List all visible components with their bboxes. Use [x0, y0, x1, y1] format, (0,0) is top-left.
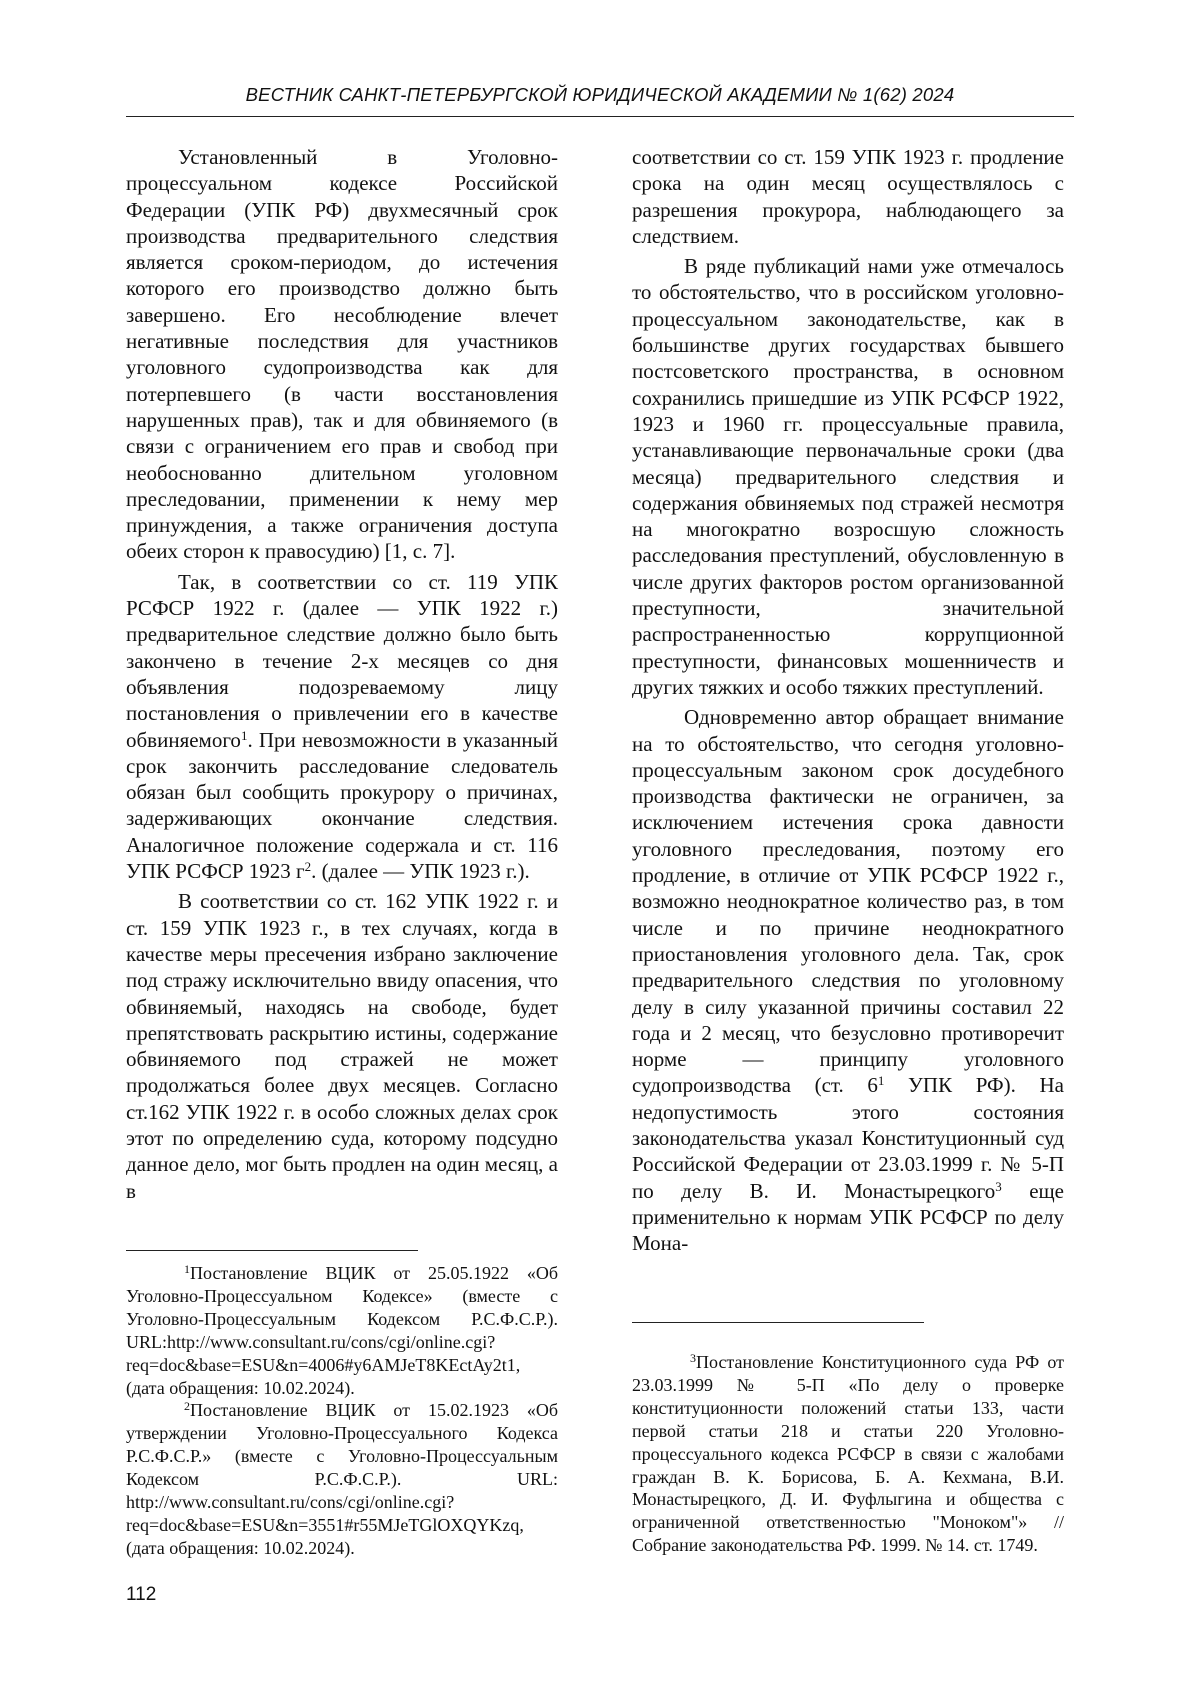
footnote-number: 3 [690, 1351, 696, 1365]
footnote-ref: 1 [877, 1073, 885, 1089]
footnote [126, 1399, 558, 1559]
paragraph: В соответствии со ст. 162 УПК 1922 г. и ст. 159 УПК 1923 г., в тех случаях, когда в качестве меры пресечения избрано заключение под стражу исключительно ввиду опасения, что обвиняемый, находясь на свободе, будет препятствовать раскрытию истины, содержание обвиняемого под стражей не может продолжаться более двух месяцев. Согласно ст.162 УПК 1922 г. в особо сложных делах срок этот по определению суда, которому подсудно данное дело, мог быть продлен на один месяц, а в [126, 889, 558, 1203]
running-header: ВЕСТНИК САНКТ-ПЕТЕРБУРГСКОЙ ЮРИДИЧЕСКОЙ АКАДЕМИИ № 1(62) 2024 [126, 84, 1074, 117]
page-number: 112 [126, 1584, 157, 1605]
footnote [126, 1262, 558, 1399]
footnote-text: Постановление ВЦИК от 15.02.1923 «Об утверждении Уголовно-Процессуального Кодекса Р.С.Ф.С.Р.» (вместе с Уголовно-Процессуальным Кодексом Р.С.Ф.С.Р.). URL: http://www.consultant.ru/cons/cgi/online.cgi?req=doc&base=ESU&n=3551#r55MJeTGlOXQYKzq, (дата обращения: 10.02.2024). [126, 1400, 558, 1558]
footnote-ref: 3 [995, 1178, 1002, 1194]
paragraph: соответствии со ст. 159 УПК 1923 г. продление срока на один месяц осуществлялось с разрешения прокурора, наблюдающего за следствием. [632, 145, 1064, 248]
text-run: УПК РФ). На недопустимость этого состояния законодательства указал Конституционный суд Российской Федерации от 23.03.1999 г. № 5-П по делу В. И. Монастырецкого [632, 1073, 1064, 1203]
footnotes-right [632, 1351, 1064, 1557]
footnote-number: 1 [184, 1262, 190, 1276]
text-run: . (далее — УПК 1923 г.). [311, 859, 530, 884]
text-run: Одновременно автор обращает внимание на то обстоятельство, что сегодня уголовно-процессуальным законом срок досудебного производства фактически не ограничен, за исключением истечения срока давности уголовного преследования, поэтому его продление, в отличие от УПК РСФСР 1922 г., возможно неоднократное количество раз, в том числе и по причине неоднократного приостановления уголовного дела. Так, срок предварительного следствия по уголовному делу в силу указанной причины составил 22 года и 2 месяц, что безусловно противоречит норме — принципу уголовного судопроизводства (ст. 6 [632, 705, 1064, 1098]
footnote-divider [632, 1322, 924, 1323]
left-column [126, 144, 558, 1204]
text-run: Так, в соответствии со ст. 119 УПК РСФСР 1922 г. (далее — УПК 1922 г.) предварительное следствие должно было быть закончено в течение 2-х месяцев со дня объявления подозреваемому лицу постановления о привлечении его в качестве обвиняемого [126, 569, 558, 752]
footnote-number: 2 [184, 1399, 190, 1414]
text-run: . При невозможности в указанный срок закончить расследование следователь обязан был сообщить прокурору о причинах, задерживающих окончание следствия. Аналогичное положение содержала и ст. 116 УПК РСФСР 1923 г [126, 727, 558, 884]
text-run: еще применительно к нормам УПК РСФСР по делу Мона- [632, 1178, 1064, 1256]
footnote [632, 1351, 1064, 1557]
footnote-text: Постановление Конституционного суда РФ от 23.03.1999 № 5-П «По делу о проверке конституционности положений статьи 133, части первой статьи 218 и статьи 220 Уголовно-процессуального кодекса РСФСР в связи с жалобами граждан В. К. Борисова, Б. А. Кехмана, В.И. Монастырецкого, Д. И. Фуфлыгина и общества с ограниченной ответственностью "Моноком"» // Собрание законодательства РФ. 1999. № 14. ст. 1749. [632, 1352, 1064, 1556]
paragraph [632, 704, 1064, 1256]
paragraph: В ряде публикаций нами уже отмечалось то обстоятельство, что в российском уголовно-процессуальном законодательстве, как в большинстве других государствах бывшего постсоветского пространства, в основном сохранились пришедшие из УПК РСФСР 1922, 1923 и 1960 гг. процессуальные правила, устанавливающие первоначальные сроки (два месяца) предварительного следствия и содержания обвиняемых под стражей несмотря на многократно возросшую сложность расследования преступлений, обусловленную в числе других факторов ростом организованной преступности, значительной распространенностью коррупционной преступности, финансовых мошенничеств и других тяжких и особо тяжких преступлений. [632, 254, 1064, 699]
paragraph: Установленный в Уголовно-процессуальном кодексе Российской Федерации (УПК РФ) двухмесячный срок производства предварительного следствия является сроком-периодом, до истечения которого его производство должно быть завершено. Его несоблюдение влечет негативные последствия для участников уголовного судопроизводства как для потерпевшего (в части восстановления нарушенных прав), так и для обвиняемого (в связи с ограничением его прав и свобод при необоснованно длительном уголовном преследовании, применении к нему мер принуждения, а также ограничения доступа обеих сторон к правосудию) [1, с. 7]. [126, 145, 558, 564]
footnote-ref: 2 [304, 859, 312, 875]
footnote-divider [126, 1250, 418, 1251]
right-column [632, 144, 1064, 1256]
footnote-text: Постановление ВЦИК от 25.05.1922 «Об Уголовно-Процессуальном Кодексе» (вместе с Уголовно-Процессуальным Кодексом Р.С.Ф.С.Р.). URL:http://www.consultant.ru/cons/cgi/online.cgi?req=doc&base=ESU&n=4006#y6AMJeT8KEctAy2t1, (дата обращения: 10.02.2024). [126, 1263, 558, 1398]
paragraph [126, 569, 558, 885]
footnote-ref: 1 [240, 727, 248, 743]
footnotes-left [126, 1262, 558, 1560]
